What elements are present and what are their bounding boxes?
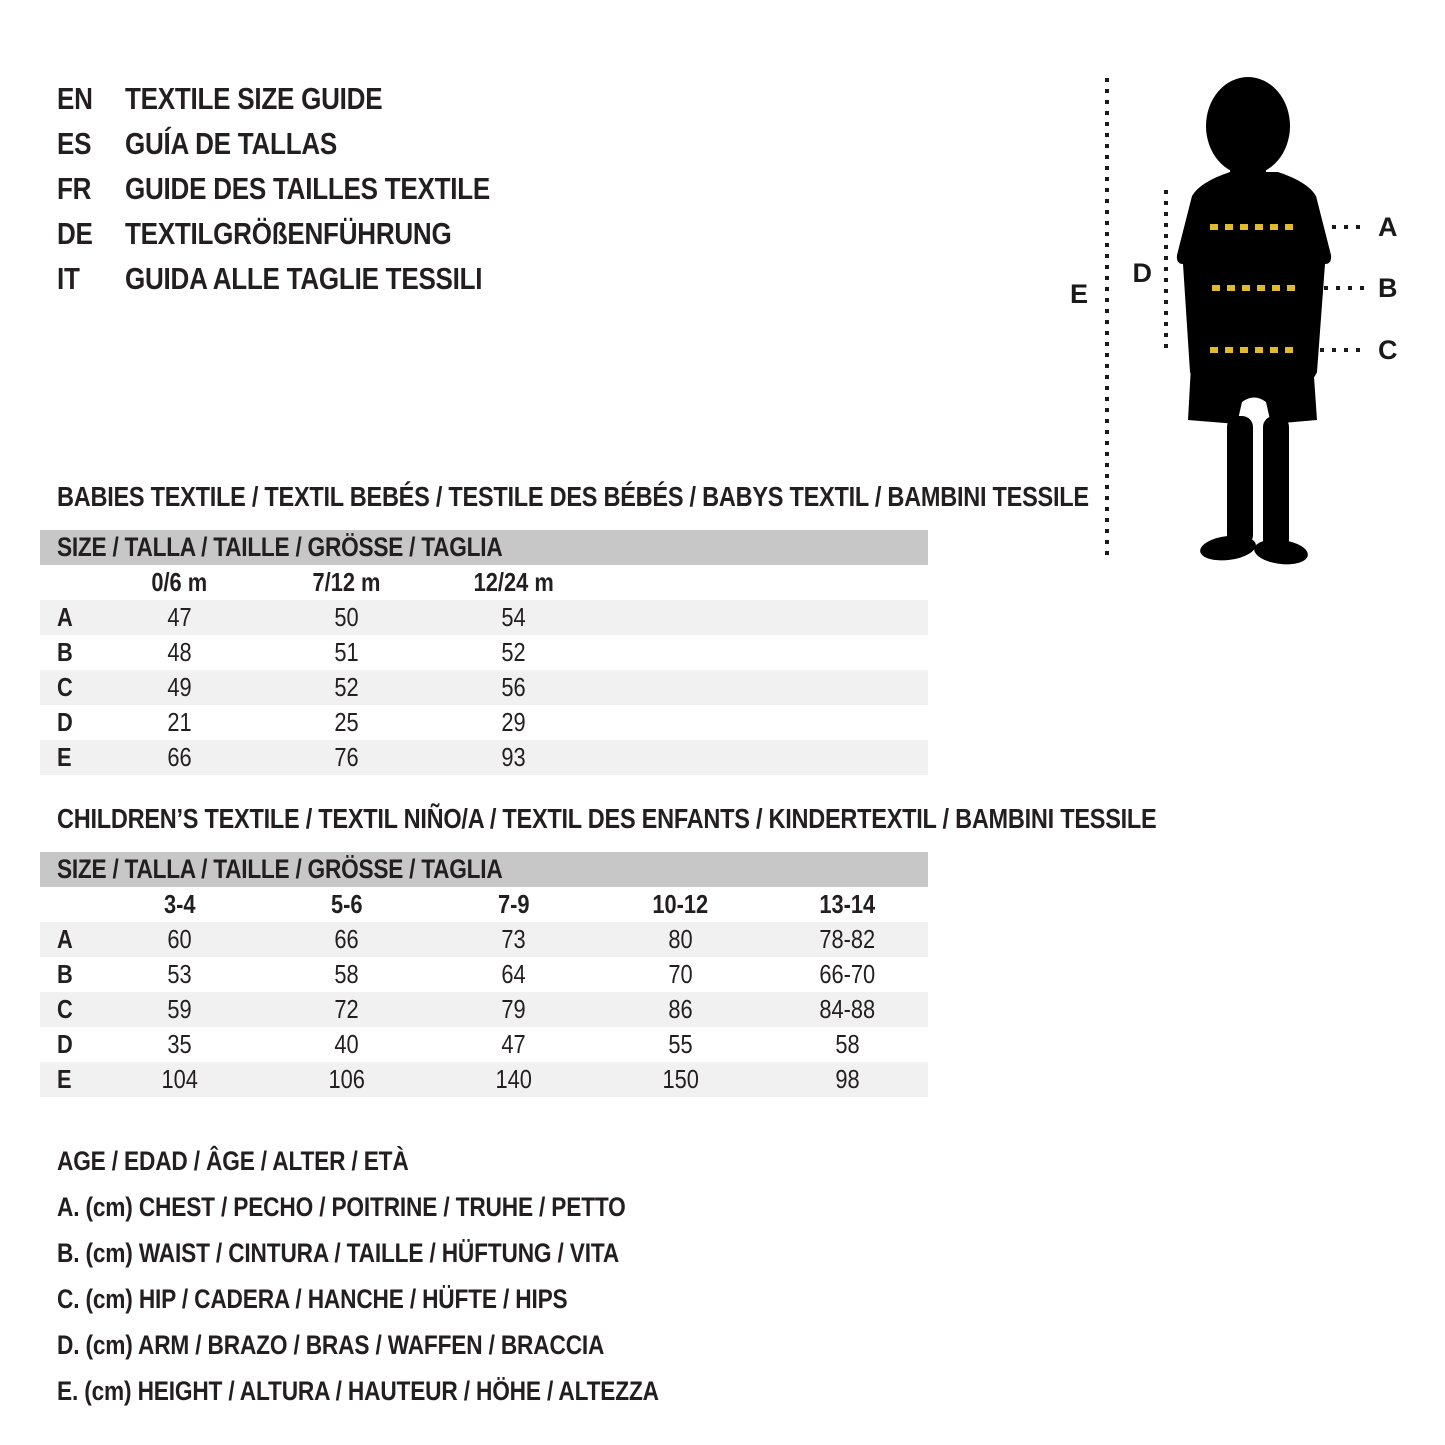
table-cell: 21 xyxy=(167,707,192,737)
table-cell: 104 xyxy=(161,1064,198,1094)
table-row xyxy=(40,600,928,635)
legend-arm: D. (cm) ARM / BRAZO / BRAS / WAFFEN / BRACCIA xyxy=(57,1330,605,1360)
table-cell: 78-82 xyxy=(819,924,876,954)
table-cell: 52 xyxy=(334,672,359,702)
guide-title: GUIDA ALLE TAGLIE TESSILI xyxy=(125,260,483,296)
guide-title: GUÍA DE TALLAS xyxy=(125,125,338,161)
row-label: B xyxy=(57,959,73,989)
column-header: 12/24 m xyxy=(473,567,554,597)
table-cell: 55 xyxy=(668,1029,693,1059)
figure-label-a: A xyxy=(1378,212,1398,242)
lang-row-es xyxy=(57,121,560,166)
table-row xyxy=(40,1027,928,1062)
row-label: B xyxy=(57,637,73,667)
column-header: 3-4 xyxy=(163,889,196,919)
legend-height: E. (cm) HEIGHT / ALTURA / HAUTEUR / HÖHE / ALTEZZA xyxy=(57,1376,659,1406)
table-cell: 66 xyxy=(167,742,192,772)
row-label: C xyxy=(57,994,73,1024)
language-header xyxy=(57,76,560,301)
table-cell: 93 xyxy=(501,742,526,772)
table-cell: 47 xyxy=(501,1029,526,1059)
table-cell: 66 xyxy=(334,924,359,954)
table-cell: 54 xyxy=(501,602,526,632)
table-row xyxy=(40,1062,928,1097)
lang-row-de xyxy=(57,211,560,256)
table-cell: 72 xyxy=(334,994,359,1024)
table-cell: 35 xyxy=(167,1029,192,1059)
table-cell: 70 xyxy=(668,959,693,989)
table-row xyxy=(40,957,928,992)
babies-column-header-row xyxy=(40,565,928,600)
table-cell: 56 xyxy=(501,672,526,702)
column-header: 5-6 xyxy=(330,889,363,919)
legend-waist: B. (cm) WAIST / CINTURA / TAILLE / HÜFTUNG / VITA xyxy=(57,1238,620,1268)
legend-chest: A. (cm) CHEST / PECHO / POITRINE / TRUHE / PETTO xyxy=(57,1192,626,1222)
children-column-header-row xyxy=(40,887,928,922)
table-cell: 29 xyxy=(501,707,526,737)
table-row xyxy=(40,922,928,957)
guide-title: TEXTILE SIZE GUIDE xyxy=(125,80,383,116)
table-cell: 59 xyxy=(167,994,192,1024)
table-row xyxy=(40,740,928,775)
table-cell: 150 xyxy=(662,1064,699,1094)
table-cell: 60 xyxy=(167,924,192,954)
table-cell: 58 xyxy=(835,1029,860,1059)
table-cell: 50 xyxy=(334,602,359,632)
column-header: 7/12 m xyxy=(312,567,381,597)
table-cell: 47 xyxy=(167,602,192,632)
table-cell: 52 xyxy=(501,637,526,667)
table-cell: 66-70 xyxy=(819,959,876,989)
table-cell: 51 xyxy=(334,637,359,667)
row-label: A xyxy=(57,924,73,954)
table-row xyxy=(40,670,928,705)
lang-code: DE xyxy=(57,215,93,251)
figure-label-b: B xyxy=(1378,273,1398,303)
figure-label-d: D xyxy=(1132,258,1152,288)
table-cell: 76 xyxy=(334,742,359,772)
legend-age: AGE / EDAD / ÂGE / ALTER / ETÀ xyxy=(57,1146,409,1176)
table-cell: 73 xyxy=(501,924,526,954)
guide-title: GUIDE DES TAILLES TEXTILE xyxy=(125,170,491,206)
row-label: D xyxy=(57,1029,73,1059)
column-header: 7-9 xyxy=(497,889,530,919)
table-cell: 40 xyxy=(334,1029,359,1059)
table-cell: 140 xyxy=(495,1064,532,1094)
column-header: 0/6 m xyxy=(151,567,208,597)
children-table-header-bar: SIZE / TALLA / TAILLE / GRÖSSE / TAGLIA xyxy=(40,852,928,887)
lang-row-fr xyxy=(57,166,560,211)
table-cell: 98 xyxy=(835,1064,860,1094)
babies-section-title: BABIES TEXTILE / TEXTIL BEBÉS / TESTILE DES BÉBÉS / BABYS TEXTIL / BAMBINI TESSILE xyxy=(57,481,1089,512)
children-section-title: CHILDREN’S TEXTILE / TEXTIL NIÑO/A / TEXTIL DES ENFANTS / KINDERTEXTIL / BAMBINI TESSILE xyxy=(57,803,1157,834)
lang-code: IT xyxy=(57,260,80,296)
children-size-table xyxy=(40,852,928,1097)
figure-label-e: E xyxy=(1069,279,1088,309)
figure-label-c: C xyxy=(1378,335,1398,365)
table-cell: 53 xyxy=(167,959,192,989)
column-header: 10-12 xyxy=(652,889,709,919)
babies-table-header-bar: SIZE / TALLA / TAILLE / GRÖSSE / TAGLIA xyxy=(40,530,928,565)
table-cell: 106 xyxy=(328,1064,365,1094)
table-cell: 58 xyxy=(334,959,359,989)
lang-row-en xyxy=(57,76,560,121)
lang-code: EN xyxy=(57,80,93,116)
lang-code: FR xyxy=(57,170,92,206)
measurement-figure xyxy=(1040,50,1445,600)
babies-size-table xyxy=(40,530,928,775)
column-header: 13-14 xyxy=(819,889,876,919)
legend-hip: C. (cm) HIP / CADERA / HANCHE / HÜFTE / HIPS xyxy=(57,1284,568,1314)
row-label: E xyxy=(57,742,72,772)
row-label: D xyxy=(57,707,73,737)
table-cell: 79 xyxy=(501,994,526,1024)
row-label: A xyxy=(57,602,73,632)
table-cell: 64 xyxy=(501,959,526,989)
row-label: E xyxy=(57,1064,72,1094)
table-row xyxy=(40,705,928,740)
measurement-legend xyxy=(57,1138,773,1414)
table-cell: 48 xyxy=(167,637,192,667)
table-row xyxy=(40,992,928,1027)
table-cell: 49 xyxy=(167,672,192,702)
table-cell: 25 xyxy=(334,707,359,737)
row-label: C xyxy=(57,672,73,702)
table-cell: 86 xyxy=(668,994,693,1024)
lang-code: ES xyxy=(57,125,92,161)
lang-row-it xyxy=(57,256,560,301)
table-row xyxy=(40,635,928,670)
guide-title: TEXTILGRÖßENFÜHRUNG xyxy=(125,215,452,251)
table-cell: 84-88 xyxy=(819,994,876,1024)
table-cell: 80 xyxy=(668,924,693,954)
